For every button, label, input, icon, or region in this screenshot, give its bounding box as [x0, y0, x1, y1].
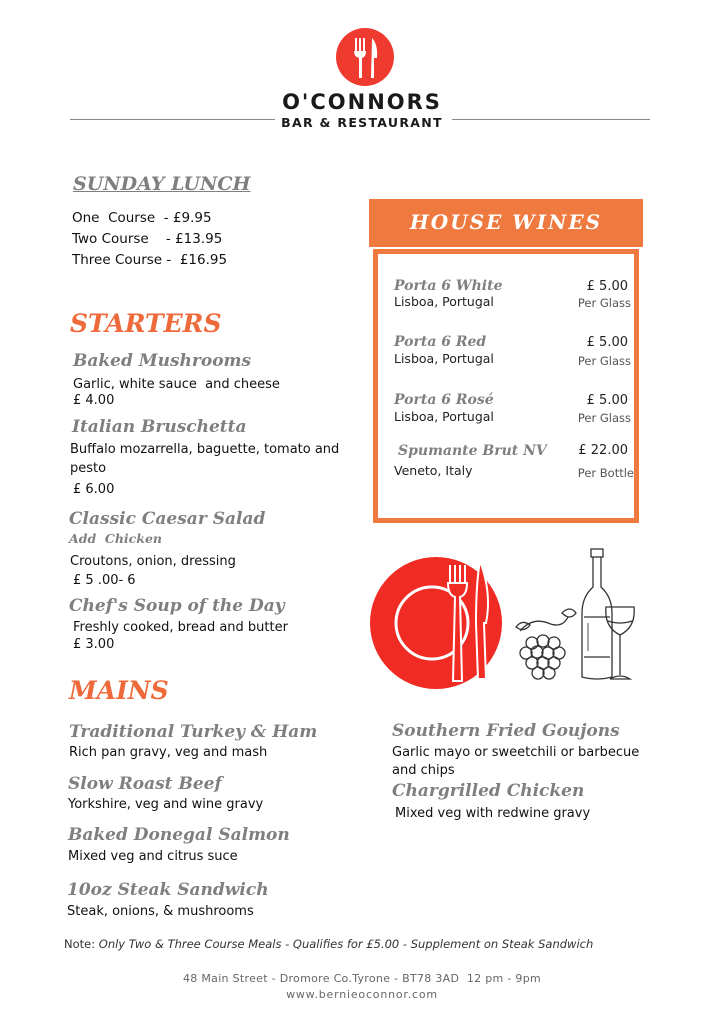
sunday-lunch-one-course: One Course - £9.95 [72, 210, 212, 226]
wine-region: Veneto, Italy [394, 463, 473, 478]
header-rule-left [70, 119, 275, 120]
starter-name: Italian Bruschetta [72, 417, 247, 437]
wine-name: Spumante Brut NV [398, 443, 547, 459]
main-desc: Rich pan gravy, veg and mash [69, 745, 268, 760]
wine-name: Porta 6 Rosé [394, 392, 494, 408]
wine-unit: Per Glass [577, 411, 631, 425]
main-name: Southern Fried Goujons [392, 721, 620, 741]
starter-desc: Buffalo mozarrella, baguette, tomato and pesto [70, 442, 340, 476]
starter-price: £ 4.00 [73, 393, 115, 408]
wine-unit: Per Glass [577, 354, 631, 368]
wine-price: £ 22.00 [578, 443, 628, 458]
starter-name: Classic Caesar Salad [69, 509, 266, 529]
starter-extra: Add Chicken [69, 531, 162, 546]
wine-name: Porta 6 Red [394, 334, 487, 350]
main-name: Traditional Turkey & Ham [69, 722, 318, 742]
sunday-lunch-two-course: Two Course - £13.95 [72, 231, 223, 247]
plate-cutlery-icon [368, 553, 508, 693]
footer-address: 48 Main Street - Dromore Co.Tyrone - BT78 3AD 12 pm - 9pm [182, 972, 542, 985]
wine-price: £ 5.00 [586, 393, 628, 408]
starter-name: Chef's Soup of the Day [69, 596, 285, 616]
main-desc: Steak, onions, & mushrooms [67, 904, 254, 919]
brand-tagline: BAR & RESTAURANT [281, 115, 443, 130]
brand-name: O'CONNORS [282, 90, 442, 114]
main-desc: Mixed veg and citrus suce [68, 849, 238, 864]
starter-name: Baked Mushrooms [73, 351, 252, 371]
main-desc: Yorkshire, veg and wine gravy [68, 797, 264, 812]
starter-price: £ 5 .00- 6 [73, 573, 136, 588]
wine-unit: Per Bottle [577, 466, 634, 480]
starter-desc: Garlic, white sauce and cheese [73, 377, 280, 392]
logo-mark [336, 28, 394, 86]
wine-bottle-glass-icon [512, 547, 652, 691]
house-wines-title: HOUSE WINES [409, 210, 603, 234]
wine-region: Lisboa, Portugal [394, 294, 494, 309]
main-name: Baked Donegal Salmon [68, 825, 290, 845]
sunday-lunch-title: SUNDAY LUNCH [73, 173, 251, 195]
menu-note [64, 937, 593, 951]
plate-illustration [368, 553, 508, 693]
footer-website[interactable]: www.bernieoconnor.com [286, 988, 438, 1001]
starters-title: STARTERS [70, 309, 222, 338]
main-desc: Mixed veg with redwine gravy [395, 806, 591, 821]
note-text: Only Two & Three Course Meals - Qualifies for £5.00 - Supplement on Steak Sandwich [98, 937, 594, 951]
wine-name: Porta 6 White [394, 278, 503, 294]
mains-title: MAINS [69, 676, 169, 705]
main-name: 10oz Steak Sandwich [67, 880, 269, 900]
main-desc: Garlic mayo or sweetchili or barbecue and chips [392, 745, 640, 778]
wine-unit: Per Glass [577, 296, 631, 310]
note-label: Note: [64, 937, 96, 951]
main-name: Chargrilled Chicken [392, 781, 585, 801]
sunday-lunch-three-course: Three Course - £16.95 [72, 252, 228, 268]
wine-region: Lisboa, Portugal [394, 351, 494, 366]
wine-bottle-illustration [512, 547, 652, 691]
starter-desc: Freshly cooked, bread and butter [73, 620, 288, 635]
starter-desc: Croutons, onion, dressing [70, 554, 236, 569]
header-rule-right [452, 119, 650, 120]
fork-knife-icon [336, 28, 394, 86]
starter-price: £ 3.00 [73, 637, 115, 652]
main-name: Slow Roast Beef [68, 774, 222, 794]
wine-price: £ 5.00 [586, 279, 628, 294]
wine-region: Lisboa, Portugal [394, 409, 494, 424]
starter-price: £ 6.00 [73, 482, 115, 497]
wine-price: £ 5.00 [586, 335, 628, 350]
